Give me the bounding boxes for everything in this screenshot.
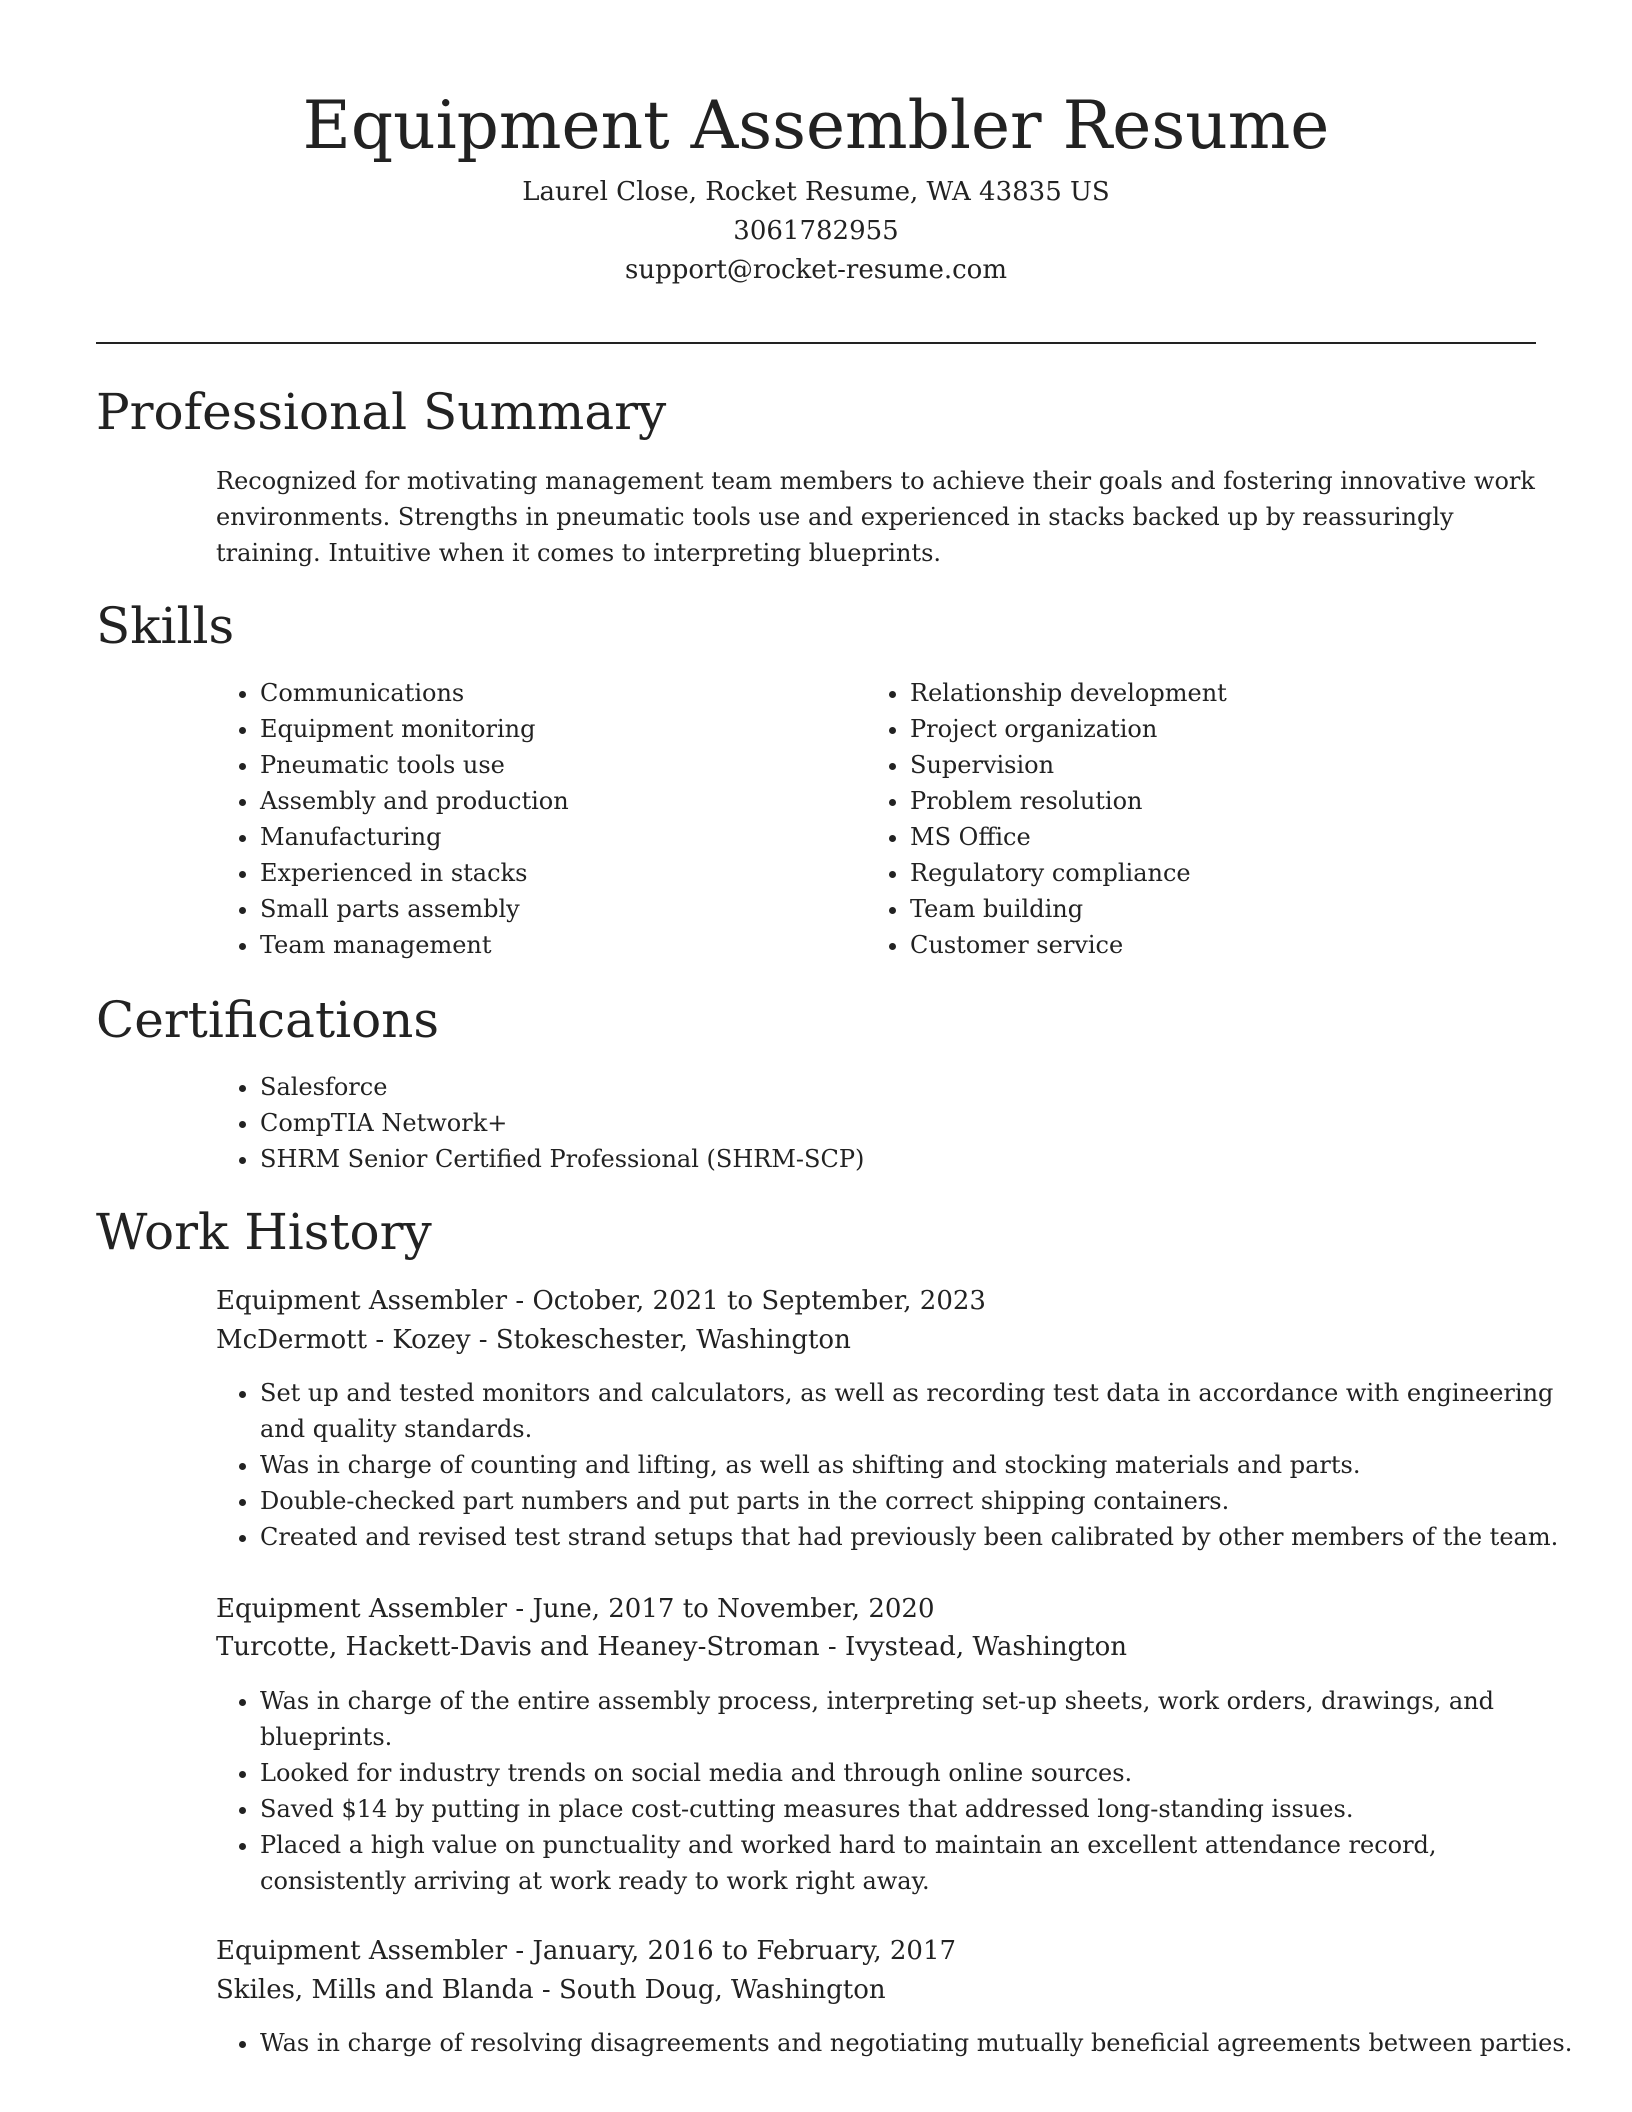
job-title-line: Equipment Assembler - January, 2016 to February, 2017 xyxy=(216,1936,957,1966)
section-title-work-history: Work History xyxy=(96,1203,432,1261)
skill-item: • Problem resolution xyxy=(910,783,1510,819)
job-bullets xyxy=(216,2025,1590,2061)
job-company-line: McDermott - Kozey - Stokeschester, Washington xyxy=(216,1325,851,1355)
skills-list-right xyxy=(866,675,1510,963)
certification-item: • Salesforce xyxy=(260,1069,1560,1105)
job-company: Skiles, Mills and Blanda xyxy=(216,1975,534,2005)
skill-item: • Team management xyxy=(260,927,820,963)
certification-item: • SHRM Senior Certified Professional (SHRM-SCP) xyxy=(260,1141,1560,1177)
job-bullet: • Saved $14 by putting in place cost-cutting measures that addressed long-standing issues. xyxy=(260,1791,1590,1827)
job-bullets xyxy=(216,1375,1590,1555)
skill-item: • Regulatory compliance xyxy=(910,855,1510,891)
skill-item: • Assembly and production xyxy=(260,783,820,819)
skill-item: • Communications xyxy=(260,675,820,711)
job-title: Equipment Assembler xyxy=(216,1594,508,1624)
job-bullet: • Double-checked part numbers and put parts in the correct shipping containers. xyxy=(260,1483,1590,1519)
contact-email: support@rocket-resume.com xyxy=(624,255,1007,285)
skills-list-left xyxy=(216,675,820,963)
job-title-line: Equipment Assembler - June, 2017 to November, 2020 xyxy=(216,1594,935,1624)
skill-item: • MS Office xyxy=(910,819,1510,855)
job-company: Turcotte, Hackett-Davis and Heaney-Stroman xyxy=(216,1632,820,1662)
job-bullet: • Was in charge of counting and lifting, as well as shifting and stocking materials and parts. xyxy=(260,1447,1590,1483)
skill-item: • Relationship development xyxy=(910,675,1510,711)
job-company-line: Turcotte, Hackett-Davis and Heaney-Stroman - Ivystead, Washington xyxy=(216,1632,1128,1662)
resume-title: Equipment Assembler Resume xyxy=(302,87,1330,164)
job-company: McDermott - Kozey xyxy=(216,1325,471,1355)
skill-item: • Experienced in stacks xyxy=(260,855,820,891)
skill-item: • Pneumatic tools use xyxy=(260,747,820,783)
job-bullet: • Looked for industry trends on social media and through online sources. xyxy=(260,1755,1590,1791)
job-bullet: • Was in charge of the entire assembly process, interpreting set-up sheets, work orders, drawings, and blueprints. xyxy=(260,1683,1590,1755)
contact-phone: 3061782955 xyxy=(733,216,899,246)
skill-item: • Project organization xyxy=(910,711,1510,747)
job-bullet: • Placed a high value on punctuality and worked hard to maintain an excellent attendance record, consistently arriving at work ready to work right away. xyxy=(260,1827,1590,1899)
job-title-line: Equipment Assembler - October, 2021 to September, 2023 xyxy=(216,1286,986,1316)
skill-item: • Equipment monitoring xyxy=(260,711,820,747)
job-bullets xyxy=(216,1683,1590,1899)
section-title-summary: Professional Summary xyxy=(96,383,667,441)
header-divider xyxy=(96,342,1536,344)
job-title: Equipment Assembler xyxy=(216,1936,508,1966)
skill-item: • Team building xyxy=(910,891,1510,927)
job-dates: October, 2021 to September, 2023 xyxy=(532,1286,986,1316)
skill-item: • Manufacturing xyxy=(260,819,820,855)
job-title: Equipment Assembler xyxy=(216,1286,508,1316)
job-bullet: • Was in charge of resolving disagreements and negotiating mutually beneficial agreements between parties. xyxy=(260,2025,1590,2061)
job-dates: June, 2017 to November, 2020 xyxy=(532,1594,935,1624)
job-bullet: • Created and revised test strand setups that had previously been calibrated by other members of the team. xyxy=(260,1519,1590,1555)
job-bullet: • Set up and tested monitors and calculators, as well as recording test data in accordance with engineering and quality standards. xyxy=(260,1375,1590,1447)
job-location: Ivystead, Washington xyxy=(844,1632,1128,1662)
skill-item: • Small parts assembly xyxy=(260,891,820,927)
skill-item: • Supervision xyxy=(910,747,1510,783)
resume-header xyxy=(96,84,1536,290)
section-title-certifications: Certifications xyxy=(96,991,440,1049)
job-location: Stokeschester, Washington xyxy=(495,1325,851,1355)
certification-item: • CompTIA Network+ xyxy=(260,1105,1560,1141)
skill-item: • Customer service xyxy=(910,927,1510,963)
contact-address: Laurel Close, Rocket Resume, WA 43835 US xyxy=(522,177,1110,207)
certifications-list xyxy=(216,1069,1560,1177)
job-location: South Doug, Washington xyxy=(558,1975,886,2005)
summary-text: Recognized for motivating management team members to achieve their goals and fostering innovative work environments. Strengths in pneumatic tools use and experienced in stacks backed up by reassuringly training. Intuitive when it comes to interpreting blueprints. xyxy=(216,467,1535,567)
section-title-skills: Skills xyxy=(96,597,235,655)
job-dates: January, 2016 to February, 2017 xyxy=(532,1936,957,1966)
job-company-line: Skiles, Mills and Blanda - South Doug, Washington xyxy=(216,1975,886,2005)
contact-block xyxy=(96,173,1536,290)
